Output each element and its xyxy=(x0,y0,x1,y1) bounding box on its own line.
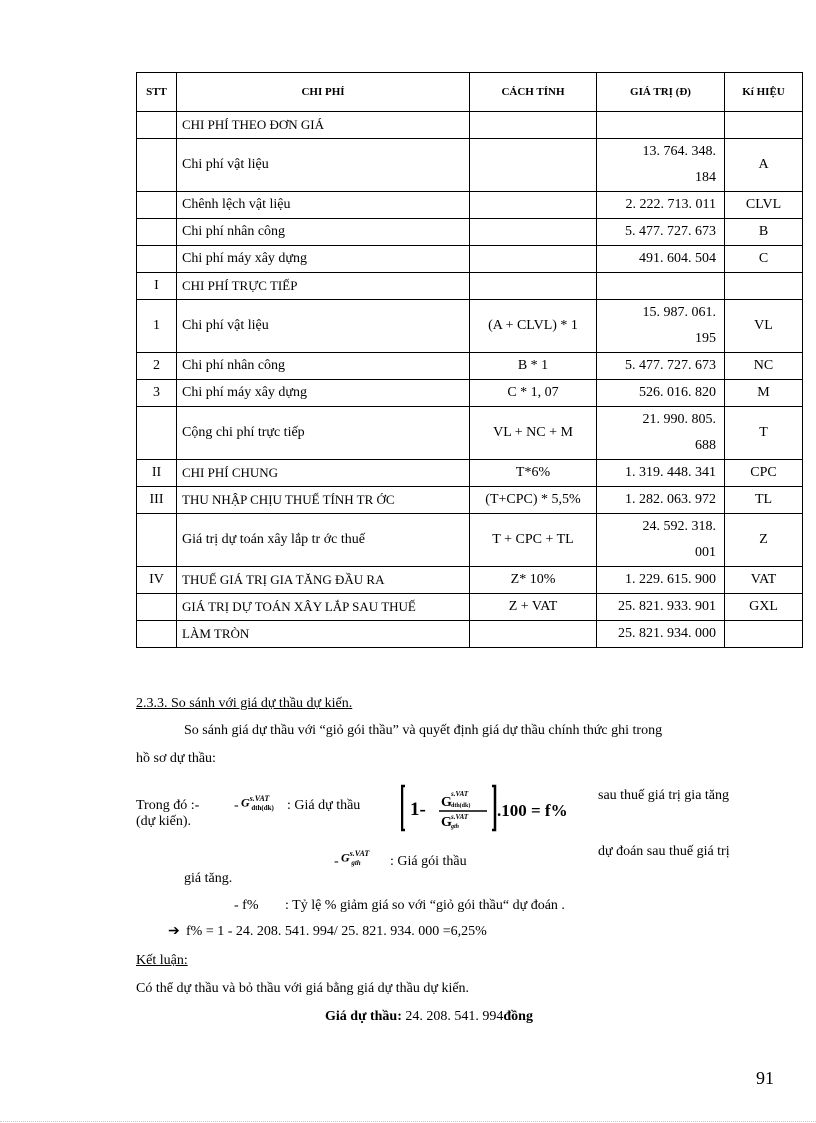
table-header-row xyxy=(137,73,803,112)
cell-symbol xyxy=(725,621,803,648)
cell-name: CHI PHÍ TRỰC TIẾP xyxy=(177,273,470,300)
cell-symbol: VAT xyxy=(725,567,803,594)
page-number: 91 xyxy=(756,1068,774,1088)
table-row xyxy=(137,300,803,353)
right-bracket-icon xyxy=(492,786,495,830)
bid-value: 24. 208. 541. 994 xyxy=(405,1009,504,1024)
cell-value-line1: 13. 764. 348. xyxy=(642,144,716,159)
cell-symbol: T xyxy=(725,407,803,460)
cell-stt xyxy=(137,192,177,219)
cell-calc xyxy=(470,192,597,219)
f-percent-desc: : Tỷ lệ % giảm giá so với “giỏ gói thầu“ dự đoán . xyxy=(285,898,565,913)
cell-name: THU NHẬP CHỊU THUẾ TÍNH TR ỚC xyxy=(177,487,470,514)
g-package-label: : Giá gói thầu xyxy=(390,854,467,869)
cell-calc xyxy=(470,112,597,139)
header-value: GIÁ TRỊ (Đ) xyxy=(597,73,725,112)
formula-tail: .100 = f% xyxy=(497,801,568,820)
cell-value: 25. 821. 933. 901 xyxy=(597,594,725,621)
table-row xyxy=(137,192,803,219)
cell-calc xyxy=(470,219,597,246)
cell-calc: T + CPC + TL xyxy=(470,514,597,567)
cell-symbol xyxy=(725,273,803,300)
header-calc: CÁCH TÍNH xyxy=(470,73,597,112)
formula-denominator: G xyxy=(441,815,452,830)
cell-value-line2: 195 xyxy=(695,331,716,346)
cell-value: 5. 477. 727. 673 xyxy=(597,219,725,246)
cell-name: Chi phí máy xây dựng xyxy=(177,380,470,407)
table-row xyxy=(137,246,803,273)
cell-symbol: VL xyxy=(725,300,803,353)
cost-estimate-table xyxy=(136,72,803,648)
formula-one: 1- xyxy=(410,799,426,820)
g-package-symbol: $G^{s.VAT}_{gth}$ xyxy=(341,849,370,868)
cell-stt xyxy=(137,139,177,192)
formula-numerator: G xyxy=(441,795,452,810)
cell-name: Cộng chi phí trực tiếp xyxy=(177,407,470,460)
cell-value: 2. 222. 713. 011 xyxy=(597,192,725,219)
table-row xyxy=(137,139,803,192)
formula-numerator-sup: s.VAT xyxy=(451,790,469,798)
after-formula-text: sau thuế giá trị gia tăng xyxy=(598,788,730,803)
f-percent-label: - f% xyxy=(234,898,259,913)
cell-stt: III xyxy=(137,487,177,514)
table-row xyxy=(137,567,803,594)
table-row xyxy=(137,353,803,380)
g-bid-symbol: $G^{s.VAT}_{dth(dk)}$ xyxy=(241,794,274,813)
cell-value-line1: 15. 987. 061. xyxy=(642,305,716,320)
du-doan-text: dự đoán sau thuế giá trị xyxy=(598,844,730,859)
cell-value xyxy=(597,514,725,567)
cell-value: 491. 604. 504 xyxy=(597,246,725,273)
g-bid-label: : Giá dự thầu xyxy=(287,798,361,813)
cell-name: CHI PHÍ CHUNG xyxy=(177,460,470,487)
cell-symbol: Z xyxy=(725,514,803,567)
gia-tang-text: giá tăng. xyxy=(184,871,233,886)
cell-calc: (A + CLVL) * 1 xyxy=(470,300,597,353)
table-row xyxy=(137,514,803,567)
cell-calc: VL + NC + M xyxy=(470,407,597,460)
cell-symbol: M xyxy=(725,380,803,407)
formula-graphic xyxy=(401,784,596,832)
cell-stt xyxy=(137,407,177,460)
bid-line xyxy=(325,1008,533,1026)
cell-value: 25. 821. 934. 000 xyxy=(597,621,725,648)
table-row xyxy=(137,112,803,139)
du-kien-label: (dự kiến). xyxy=(136,814,192,829)
cell-value-line1: 21. 990. 805. xyxy=(642,412,716,427)
arrow-icon: ➔ xyxy=(168,924,180,939)
cell-name: GIÁ TRỊ DỰ TOÁN XÂY LẮP SAU THUẾ xyxy=(177,594,470,621)
cell-symbol: TL xyxy=(725,487,803,514)
cell-stt xyxy=(137,621,177,648)
cell-calc: Z* 10% xyxy=(470,567,597,594)
cell-symbol: C xyxy=(725,246,803,273)
formula-numerator-sub: dth(dk) xyxy=(451,803,471,809)
cell-name: Chi phí máy xây dựng xyxy=(177,246,470,273)
cell-calc: Z + VAT xyxy=(470,594,597,621)
cell-stt: 1 xyxy=(137,300,177,353)
bid-unit: đồng xyxy=(503,1009,533,1024)
cell-name: Chi phí nhân công xyxy=(177,219,470,246)
result-line: f% = 1 - 24. 208. 541. 994/ 25. 821. 934. 000 =6,25% xyxy=(186,924,487,939)
cell-symbol: CPC xyxy=(725,460,803,487)
header-stt: STT xyxy=(137,73,177,112)
cell-stt xyxy=(137,594,177,621)
cell-name: Chi phí nhân công xyxy=(177,353,470,380)
cell-symbol: A xyxy=(725,139,803,192)
cell-stt xyxy=(137,112,177,139)
intro-line-2: hồ sơ dự thầu: xyxy=(136,751,216,766)
bid-label: Giá dự thầu: xyxy=(325,1009,402,1024)
left-bracket-icon xyxy=(402,786,405,830)
cell-value-line2: 001 xyxy=(695,545,716,560)
cell-value-line1: 24. 592. 318. xyxy=(642,519,716,534)
cell-value xyxy=(597,407,725,460)
cell-value: 1. 319. 448. 341 xyxy=(597,460,725,487)
cell-calc xyxy=(470,246,597,273)
table-row xyxy=(137,219,803,246)
header-symbol: Kí HIỆU xyxy=(725,73,803,112)
dash-1: - xyxy=(234,798,239,813)
cell-stt xyxy=(137,514,177,567)
cell-value: 526. 016. 820 xyxy=(597,380,725,407)
cell-calc: T*6% xyxy=(470,460,597,487)
cell-value-line2: 184 xyxy=(695,170,716,185)
cell-name: THUẾ GIÁ TRỊ GIA TĂNG ĐẦU RA xyxy=(177,567,470,594)
dash-2: - xyxy=(334,854,339,869)
cell-name: Chi phí vật liệu xyxy=(177,300,470,353)
cell-name: Chi phí vật liệu xyxy=(177,139,470,192)
cell-name: LÀM TRÒN xyxy=(177,621,470,648)
cell-stt: II xyxy=(137,460,177,487)
cell-stt: 3 xyxy=(137,380,177,407)
cell-calc: B * 1 xyxy=(470,353,597,380)
cell-name: CHI PHÍ THEO ĐƠN GIÁ xyxy=(177,112,470,139)
cell-stt: 2 xyxy=(137,353,177,380)
cell-value xyxy=(597,112,725,139)
cell-symbol: GXL xyxy=(725,594,803,621)
cell-calc xyxy=(470,621,597,648)
cell-value: 1. 282. 063. 972 xyxy=(597,487,725,514)
table-row xyxy=(137,460,803,487)
table-row xyxy=(137,407,803,460)
table-row xyxy=(137,380,803,407)
cell-name: Chênh lệch vật liệu xyxy=(177,192,470,219)
cell-symbol: B xyxy=(725,219,803,246)
intro-line-1: So sánh giá dự thầu với “giỏ gói thầu” và quyết định giá dự thầu chính thức ghi trong xyxy=(184,723,663,738)
cell-value xyxy=(597,139,725,192)
cell-calc xyxy=(470,139,597,192)
cell-value-line2: 688 xyxy=(695,438,716,453)
cell-stt: I xyxy=(137,273,177,300)
conclusion-label: Kết luận: xyxy=(136,953,188,968)
cell-calc xyxy=(470,273,597,300)
table-row xyxy=(137,594,803,621)
cell-value xyxy=(597,300,725,353)
conclusion-text: Có thể dự thầu và bỏ thầu với giá bằng giá dự thầu dự kiến. xyxy=(136,981,470,996)
formula-denominator-sub: gth xyxy=(451,824,460,830)
cell-value: 1. 229. 615. 900 xyxy=(597,567,725,594)
cell-name: Giá trị dự toán xây lắp tr ớc thuế xyxy=(177,514,470,567)
formula-denominator-sup: s.VAT xyxy=(451,813,469,821)
cell-symbol: CLVL xyxy=(725,192,803,219)
cell-value xyxy=(597,273,725,300)
cell-stt: IV xyxy=(137,567,177,594)
cell-calc: C * 1, 07 xyxy=(470,380,597,407)
cell-stt xyxy=(137,219,177,246)
cell-symbol xyxy=(725,112,803,139)
table-row xyxy=(137,273,803,300)
section-heading: 2.3.3. So sánh với giá dự thầu dự kiến. xyxy=(136,696,353,711)
trong-do-label: Trong đó :- xyxy=(136,798,200,813)
cell-stt xyxy=(137,246,177,273)
header-cost: CHI PHÍ xyxy=(177,73,470,112)
table-row xyxy=(137,487,803,514)
cell-symbol: NC xyxy=(725,353,803,380)
cell-value: 5. 477. 727. 673 xyxy=(597,353,725,380)
table-row xyxy=(137,621,803,648)
cell-calc: (T+CPC) * 5,5% xyxy=(470,487,597,514)
